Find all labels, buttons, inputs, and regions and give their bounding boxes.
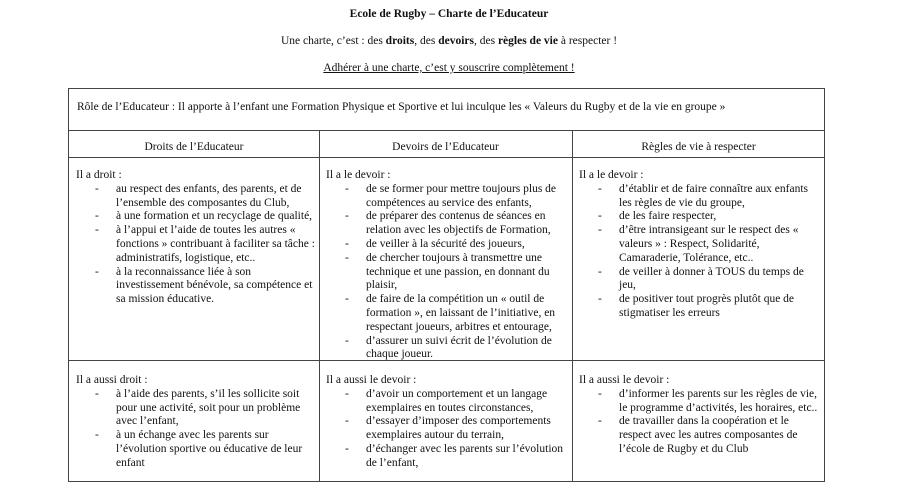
divider [69,130,824,131]
cell-droits-1 [76,169,316,307]
list-item: - de les faire respecter, [579,210,819,224]
bullet-list [326,183,568,362]
cell-devoirs-2 [326,374,568,471]
cell-intro: Il a droit : [76,169,122,181]
keyword-regles: règles de vie [497,35,558,47]
list-item: - d’établir et de faire connaître aux enfants les règles de vie du groupe, [579,183,819,211]
list-item: - d’essayer d’imposer des comportements exemplaires autour du terrain, [326,415,568,443]
bullet-list [579,388,819,457]
keyword-devoirs: devoirs [438,35,474,47]
list-item: - de veiller à donner à TOUS du temps de jeu, [579,266,819,294]
bullet-list [76,388,316,471]
list-item: - de travailler dans la coopération et le respect avec les autres composantes de l’école de Rugby et du Club [579,415,819,456]
list-item: - de veiller à la sécurité des joueurs, [326,238,568,252]
list-item: - au respect des enfants, des parents, et de l’ensemble des composantes du Club, [76,183,316,211]
list-item: - d’informer les parents sur les règles de vie, le programme d’activités, les horaires, etc.. [579,388,819,416]
list-item: - de préparer des contenus de séances en relation avec les objectifs de Formation, [326,210,568,238]
cell-droits-2 [76,374,316,471]
educator-role: Rôle de l’Educateur : Il apporte à l’enfant une Formation Physique et Sportive et lui inculque les « Valeurs du Rugby et de la vie en groupe » [77,101,726,113]
divider [572,130,573,482]
cell-intro: Il a le devoir : [579,169,644,181]
column-header-droits: Droits de l’Educateur [144,141,244,153]
cell-intro: Il a aussi le devoir : [579,374,670,386]
divider [319,130,320,482]
bullet-list [76,183,316,307]
cell-regles-1 [579,169,819,321]
list-item: - à la reconnaissance liée à son investissement bénévole, sa compétence et sa mission éducative. [76,266,316,307]
cell-intro: Il a le devoir : [326,169,391,181]
keyword-droits: droits [385,35,415,47]
list-item: - de chercher toujours à transmettre une technique et une passion, en donnant du plaisir, [326,252,568,293]
list-item: - d’assurer un suivi écrit de l’évolution de chaque joueur. [326,335,568,363]
cell-intro: Il a aussi le devoir : [326,374,417,386]
cell-regles-2 [579,374,819,457]
list-item: - de positiver tout progrès plutôt que de stigmatiser les erreurs [579,293,819,321]
divider [69,157,824,158]
column-header-regles: Règles de vie à respecter [641,141,756,153]
cell-intro: Il a aussi droit : [76,374,148,386]
adherence-statement: Adhérer à une charte, c’est y souscrire complètement ! [323,62,575,74]
list-item: - à l’aide des parents, s’il les sollicite soit pour une activité, soit pour un problème avec l’enfant, [76,388,316,429]
list-item: - de se former pour mettre toujours plus de compétences au service des enfants, [326,183,568,211]
list-item: - à une formation et un recyclage de qualité, [76,210,316,224]
bullet-list [326,388,568,471]
document-title: Ecole de Rugby – Charte de l’Educateur [349,8,549,20]
list-item: - à un échange avec les parents sur l’évolution sportive ou éducative de leur enfant [76,429,316,470]
column-header-devoirs: Devoirs de l’Educateur [392,141,499,153]
list-item: - d’avoir un comportement et un langage exemplaires en toutes circonstances, [326,388,568,416]
list-item: - d’échanger avec les parents sur l’évolution de l’enfant, [326,443,568,471]
list-item: - à l’appui et l’aide de toutes les autres « fonctions » contribuant à faciliter sa tâche : administratifs, logistique, etc.. [76,224,316,265]
charter-table [68,88,825,482]
list-item: - d’être intransigeant sur le respect des « valeurs » : Respect, Solidarité, Camaraderie, Tolérance, etc.. [579,224,819,265]
list-item: - de faire de la compétition un « outil de formation », en laissant de l’initiative, en respectant joueurs, arbitres et entourage, [326,293,568,334]
cell-devoirs-1 [326,169,568,362]
bullet-list [579,183,819,321]
charter-definition: Une charte, c’est : des droits, des devoirs, des règles de vie à respecter ! [280,35,618,47]
